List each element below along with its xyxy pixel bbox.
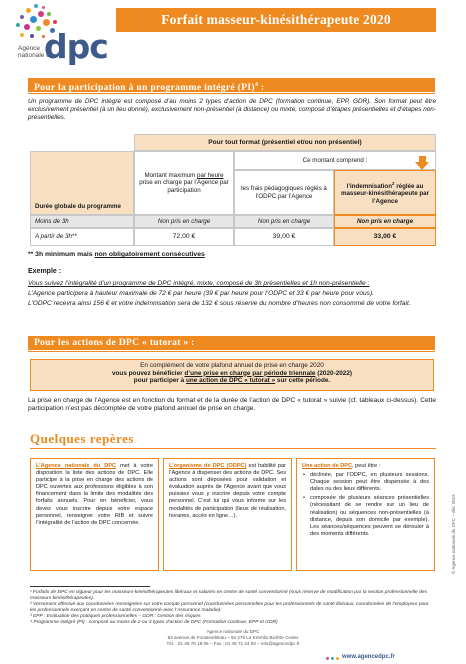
tutorat-description: La prise en charge de l’Agence est en fonction du format et de la durée de l’action de DPC « tutorat » suivie (cf. tableaux ci-dessus). Cette participation n’est pas décomptée de votre plafond annuel de prise en charge. — [28, 397, 436, 412]
page-title: Forfait masseur-kinésithérapeute 2020 — [116, 8, 436, 32]
table-duree-header: Durée globale du programme — [30, 151, 134, 215]
footnote: ⁴ Programme intégré (PI) : composé au moins de 2 ou 3 types d’action de DPC (Formation continue, EPP et GDR) — [30, 620, 278, 625]
table-row-montant: 72,00 € — [134, 228, 234, 246]
table-col-montant-header: Montant maximum par heure prise en charge par l’Agence par participation — [134, 151, 234, 215]
table-footnote: ** 3h minimum mais non obligatoirement consécutives — [28, 251, 205, 258]
tutorat-box-line: vous pouvez bénéficier d’une prise en charge par période triennale (2020-2022) — [111, 369, 353, 377]
action-dpc-info-box: Une action de DPC, peut être : • déclinée, par l’ODPC, en plusieurs sessions. Chaque session peut être dispensée à des dates ou des lieux différents. • composée de plusieurs séances présentielles (nécessitant de se rendre sur un lieu de réalisation) ou séquences non-présentielles (à distance, depuis son domicile par exemple). Les séances/séquences peuvent se dérouler à des moments différents. — [296, 458, 435, 571]
website-link[interactable]: www.agencedpc.fr — [342, 654, 395, 660]
example-line: L’Agence participera à hauteur maximale de 72 € par heure (39 € par heure pour l’ODPC et 33 € par heure pour vous). — [28, 290, 375, 297]
section-programme-integre-title: Pour la participation à un programme intégré (PI)$^4$ : — [28, 78, 435, 92]
logo-dpc-text: dpc — [44, 27, 108, 66]
reperes-divider — [30, 448, 436, 449]
tutorat-box-line: pour participer à une action de DPC « tutorat » sur cette période. — [133, 377, 331, 385]
bullet-dot-icon — [326, 657, 329, 660]
footnote: ² Versement effectué aux coordonnées renseignées sur votre compte personnel (coordonnées personnelles pour les professionnels de santé libéraux, coordonnées de l’employeur pour les professionnels exerçant en centre de santé conventionné-avec l’Assurance maladie). — [30, 602, 429, 613]
table-comprend-header: Ce montant comprend : — [234, 151, 436, 170]
address-line: 83 avenue de Fontainebleau – 94 276 Le Kremlin Bicêtre Cedex — [167, 635, 299, 640]
table-row-duree: Moins de 3h — [30, 215, 134, 228]
tutorat-box-line: En complément de votre plafond annuel de prise en charge 2020 — [140, 362, 324, 369]
table-row-frais: Non pris en charge — [234, 215, 334, 228]
table-col-indemnisation-header: l’indemnisation$^2$ réglée au masseur-kinésithérapeute par l’Agence — [334, 170, 436, 215]
list-item: • déclinée, par l’ODPC, en plusieurs sessions. Chaque session peut être dispensée à des dates ou des lieux différents. — [302, 472, 429, 493]
address-line: Tél. : 01 48 76 19 05 – Fax : 01 48 71 24 83 – info@agencedpc.fr — [166, 641, 300, 646]
list-item: • composée de plusieurs séances présentielles (nécessitant de se rendre sur un lieu de réalisation) ou séquences non-présentielles (à distance, depuis son domicile par exemple). Les séances/séquences peuvent se dérouler à des moments différents. — [302, 495, 429, 538]
footnote: ¹ Forfaits de DPC en vigueur pour les masseurs-kinésithérapeutes libéraux et salariés en centre de santé conventionné (sous réserve de modification par la section professionnelle des masseurs-kinésithérapeutes). — [30, 590, 427, 601]
table-col-frais-header: les frais pédagogiques réglés à l’ODPC par l’Agence — [234, 170, 334, 215]
tutorat-highlight-box — [30, 359, 434, 391]
table-row-montant: Non pris en charge — [134, 215, 234, 228]
example-title: Exemple : — [28, 268, 62, 275]
reperes-title: Quelques repères — [30, 431, 134, 446]
table-row-duree: A partir de 3h** — [30, 228, 134, 246]
table-row-indemnisation: Non pris en charge — [334, 215, 436, 228]
programme-integre-intro: Un programme de DPC intégré est composé d’au moins 2 types d’action de DPC (formation continue, EPP, GDR). Son format peut être exclusivement présentiel (à un lieu donné), exclusivement non-présentiel (à distance) ou mixte, composé d’étapes présentielles et d’étapes non-présentielles. — [28, 98, 436, 121]
table-row-frais: 39,00 € — [234, 228, 334, 246]
logo-agence-text: Agence nationale du — [18, 45, 54, 59]
address-line: Agence nationale du DPC — [206, 629, 260, 634]
agence-dpc-logo — [14, 4, 108, 66]
example-line: Vous suivez l’intégralité d’un programme de DPC intégré, mixte, composé de 3h présentielles et 1h non-présentielle : — [28, 280, 370, 287]
section-tutorat-title: Pour les actions de DPC « tutorat » : — [28, 336, 435, 350]
arrow-down-head-icon — [415, 162, 429, 170]
bullet-dot-icon — [336, 657, 339, 660]
table-row-indemnisation: 33,00 € — [334, 228, 436, 246]
footnote: ³ EPP : Evaluation des pratiques professionnelles – GDR : Gestion des risques — [30, 614, 201, 619]
example-line: L’ODPC recevra ainsi 156 € et votre indemnisation sera de 132 € sous réserve du nombre d’heures non consommé de votre forfait. — [28, 300, 411, 307]
table-top-header: Pour tout format (présentiel et/ou non présentiel) — [134, 134, 436, 151]
copyright-vertical: © Agence nationale du DPC – déc 2019 — [451, 494, 456, 574]
bullet-dot-icon — [331, 657, 334, 660]
odpc-info-box: L’organisme de DPC (ODPC) est habilité par l’Agence à dispenser des actions de DPC. Ses actions sont déposées pour validation et évaluation auprès de l’Agence avant que vous puissiez vous y inscrire depuis votre compte personnel. C’est lui qui vous informe sur les modalités de participation (lieux de réalisation, horaires, accès en ligne…). — [163, 458, 292, 571]
footnote-divider — [30, 586, 150, 587]
agence-info-box: L’Agence nationale du DPC met à votre disposition la liste des actions de DPC. Elle participe à la prise en charge des actions de DPC ouvertes aux professions éligibles à son financement dans la limite des modalités des forfaits annuels. Pour en bénéficier, vous devez vous inscrire depuis votre espace personnel, renseigner votre RIB et suivre l’intégralité de l’action de DPC concernée. — [30, 458, 159, 571]
